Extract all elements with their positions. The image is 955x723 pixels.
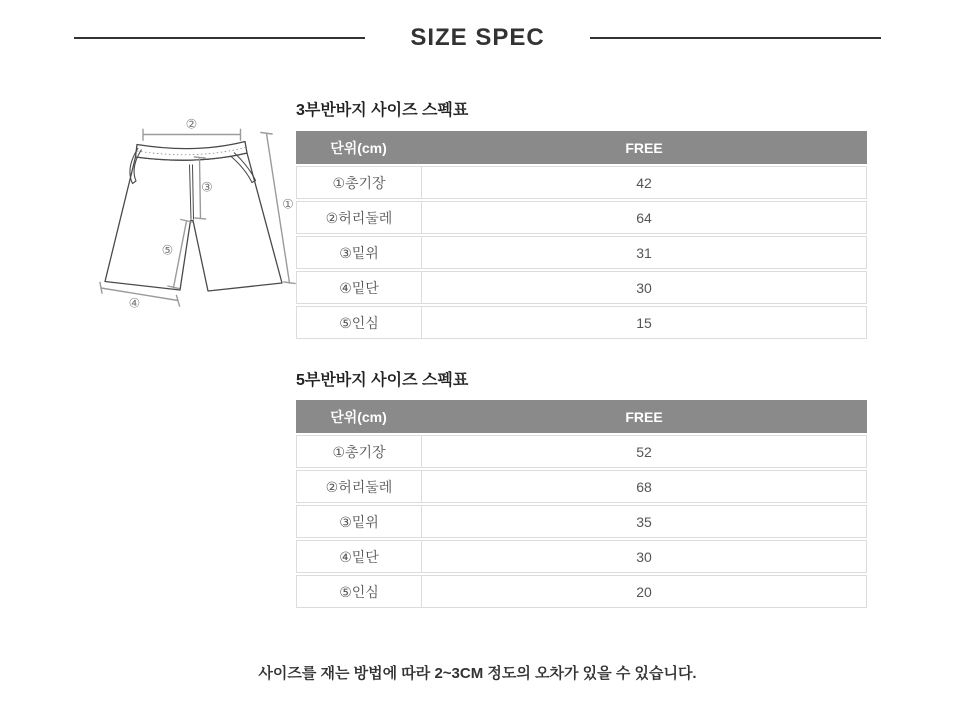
row-value: 42 <box>636 174 652 191</box>
table1-title: 3부반바지 사이즈 스펙표 <box>296 102 469 119</box>
header-rule-right <box>590 37 881 39</box>
header-rule-left <box>74 37 365 39</box>
table2-title: 5부반바지 사이즈 스펙표 <box>296 372 469 389</box>
table-row <box>296 470 867 503</box>
row-label: ③밑위 <box>297 506 422 537</box>
row-value: 15 <box>636 314 652 331</box>
row-value: 64 <box>636 209 652 226</box>
row-value: 68 <box>636 478 652 495</box>
row-label: ①총기장 <box>297 167 422 198</box>
row-value: 30 <box>636 548 652 565</box>
table-header-row <box>296 400 867 433</box>
table-row <box>296 271 867 304</box>
label-rise-circle: ③ <box>201 179 213 195</box>
unit-column-header: 단위(cm) <box>330 139 387 156</box>
table-row <box>296 236 867 269</box>
row-value: 35 <box>636 513 652 530</box>
row-label: ②허리둘레 <box>297 202 422 233</box>
size-table-3bu <box>296 131 867 341</box>
row-value: 20 <box>636 583 652 600</box>
label-hem-circle: ④ <box>128 295 141 311</box>
table-row <box>296 505 867 538</box>
size-column-header: FREE <box>625 408 663 425</box>
size-column-header: FREE <box>625 139 663 156</box>
size-tolerance-note: 사이즈를 재는 방법에 따라 2~3CM 정도의 오차가 있을 수 있습니다. <box>258 665 697 682</box>
row-value: 31 <box>636 244 652 261</box>
row-label: ④밑단 <box>297 541 422 572</box>
row-value: 52 <box>636 443 652 460</box>
row-label: ②허리둘레 <box>297 471 422 502</box>
row-value: 30 <box>636 279 652 296</box>
row-label: ④밑단 <box>297 272 422 303</box>
page-title: SIZE SPEC <box>410 24 545 51</box>
label-waist-circle: ② <box>185 116 198 132</box>
label-inseam-circle: ⑤ <box>161 242 174 258</box>
row-label: ①총기장 <box>297 436 422 467</box>
table-row <box>296 435 867 468</box>
table-row <box>296 575 867 608</box>
shorts-measurement-diagram <box>85 105 305 320</box>
size-table-5bu <box>296 400 867 610</box>
unit-column-header: 단위(cm) <box>330 408 387 425</box>
table-row <box>296 306 867 339</box>
row-label: ⑤인심 <box>297 307 422 338</box>
table-row <box>296 540 867 573</box>
shorts-outline <box>105 142 282 292</box>
table-header-row <box>296 131 867 164</box>
row-label: ③밑위 <box>297 237 422 268</box>
table-row <box>296 201 867 234</box>
page-header <box>0 24 955 52</box>
row-label: ⑤인심 <box>297 576 422 607</box>
label-length-circle: ① <box>282 196 294 212</box>
table-row <box>296 166 867 199</box>
